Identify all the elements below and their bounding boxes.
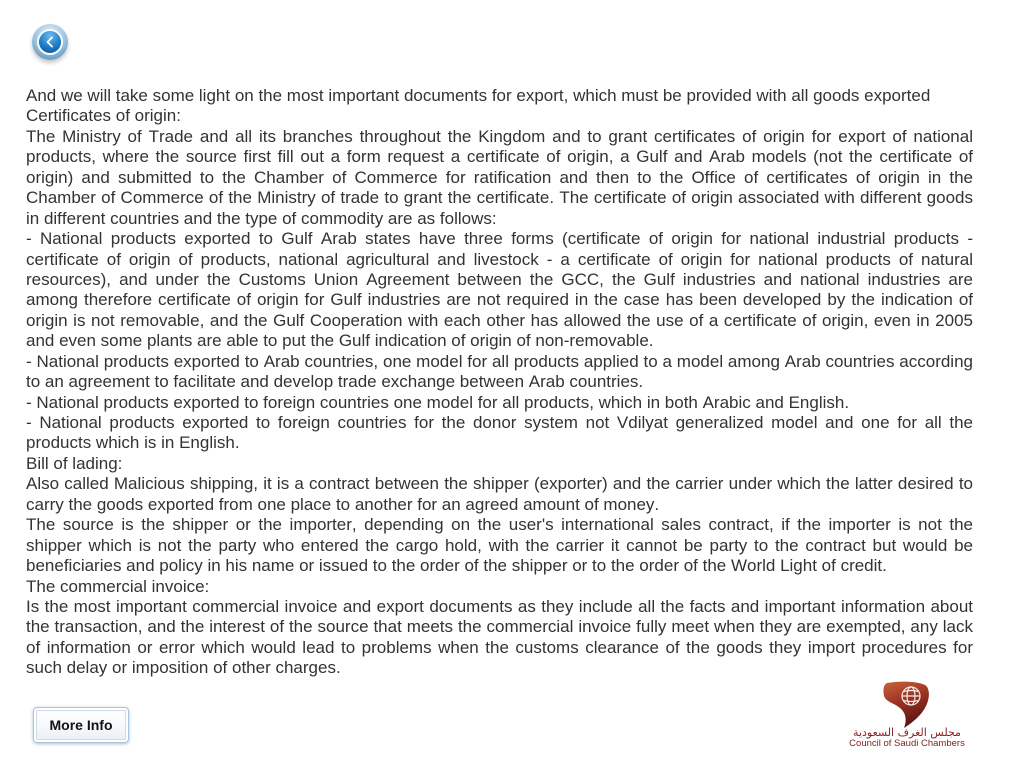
text-line: Bill of lading: (26, 453, 123, 473)
arab-countries-bullet (26, 352, 973, 393)
intro-paragraph (26, 86, 973, 106)
text-line: to an agreement to facilitate and develop trade exchange between Arab countries. (26, 372, 644, 392)
text-line: The commercial invoice: (26, 576, 210, 596)
text-line: shipper which is not the party who entered the cargo hold, with the carrier it cannot be party to the contract but would be (26, 535, 973, 555)
foreign-countries-bullet (26, 393, 973, 413)
gulf-states-bullet (26, 229, 973, 352)
text-line: carry the goods exported from one place to another for an agreed amount of money. (26, 494, 660, 514)
text-line: in different countries and the type of commodity are as follows: (26, 208, 497, 228)
chevron-left-icon (37, 29, 63, 55)
text-line: The source is the shipper or the importer, depending on the user's international sales contract, if the importer is not the (26, 515, 973, 535)
text-line: Also called Malicious shipping, it is a contract between the shipper (exporter) and the carrier under which the latter desired to (26, 474, 973, 494)
text-line: the transaction, and the interest of the source that meets the commercial invoice fully meet when they are exempted, any lack (26, 617, 973, 637)
certificates-of-origin-heading (26, 106, 973, 126)
globe-emblem-icon (880, 680, 932, 730)
text-line: such delay or imposition of other charges. (26, 658, 341, 678)
text-line: products which is in English. (26, 433, 240, 453)
text-line: products, where the source first fill out a form request a certificate of origin, a Gulf and Arab models (not the certificate of (26, 147, 973, 167)
text-line: resources), and under the Customs Union Agreement between the GCC, the Gulf industries and national industries are (26, 269, 973, 289)
bill-of-lading-source-paragraph (26, 515, 973, 576)
certificates-of-origin-paragraph (26, 127, 973, 229)
text-line: origin) and submitted to the Chamber of Commerce for ratification and then to the Office of certificates of origin in the (26, 167, 973, 187)
document-body (26, 86, 973, 679)
text-line: origin is not removable, and the Gulf Cooperation with each other has allowed the use of a certificate of origin, even in 2005 (26, 310, 973, 330)
more-info-label: More Info (49, 717, 113, 733)
bill-of-lading-heading (26, 454, 973, 474)
text-line: Chamber of Commerce of the Ministry of trade to grant the certificate. The certificate of origin associated with different goods (26, 188, 973, 208)
text-line: The Ministry of Trade and all its branches throughout the Kingdom and to grant certificates of origin for export of national (26, 126, 973, 146)
donor-system-bullet (26, 413, 973, 454)
text-line: - National products exported to foreign countries for the donor system not Vdilyat generalized model and one for all the (26, 413, 973, 432)
text-line: of information or error which would lead to problems when the customs clearance of the goods they import procedures for (26, 637, 973, 657)
text-line: among therefore certificate of origin for Gulf industries are not required in the case has been developed by the indication of (26, 290, 973, 310)
logo-english-name: Council of Saudi Chambers (849, 738, 965, 749)
text-line: Certificates of origin: (26, 106, 181, 126)
text-line: - National products exported to Arab countries, one model for all products applied to a model among Arab countries according (26, 351, 973, 371)
text-line: certificate of origin of products, national agricultural and livestock - a certificate of origin for national products of natural (26, 249, 973, 269)
text-line: beneficiaries and policy in his name or issued to the order of the shipper or to the order of the World Light of credit. (26, 556, 887, 576)
council-of-saudi-chambers-logo (846, 680, 968, 752)
text-line: - National products exported to Gulf Arab states have three forms (certificate of origin for national industrial products - (26, 229, 973, 249)
bill-of-lading-paragraph (26, 474, 973, 515)
more-info-button[interactable] (33, 707, 129, 743)
text-line: and even some plants are able to put the Gulf indication of origin of non-removable. (26, 331, 654, 351)
back-button[interactable] (32, 24, 68, 60)
text-line: Is the most important commercial invoice and export documents as they include all the facts and important information about (26, 596, 973, 616)
commercial-invoice-paragraph (26, 597, 973, 679)
logo-arabic-name: مجلس الغرف السعودية (853, 726, 961, 739)
text-line: - National products exported to foreign countries one model for all products, which in both Arabic and English. (26, 392, 850, 412)
text-line: And we will take some light on the most important documents for export, which must be provided with all goods exported (26, 86, 931, 105)
commercial-invoice-heading (26, 577, 973, 597)
